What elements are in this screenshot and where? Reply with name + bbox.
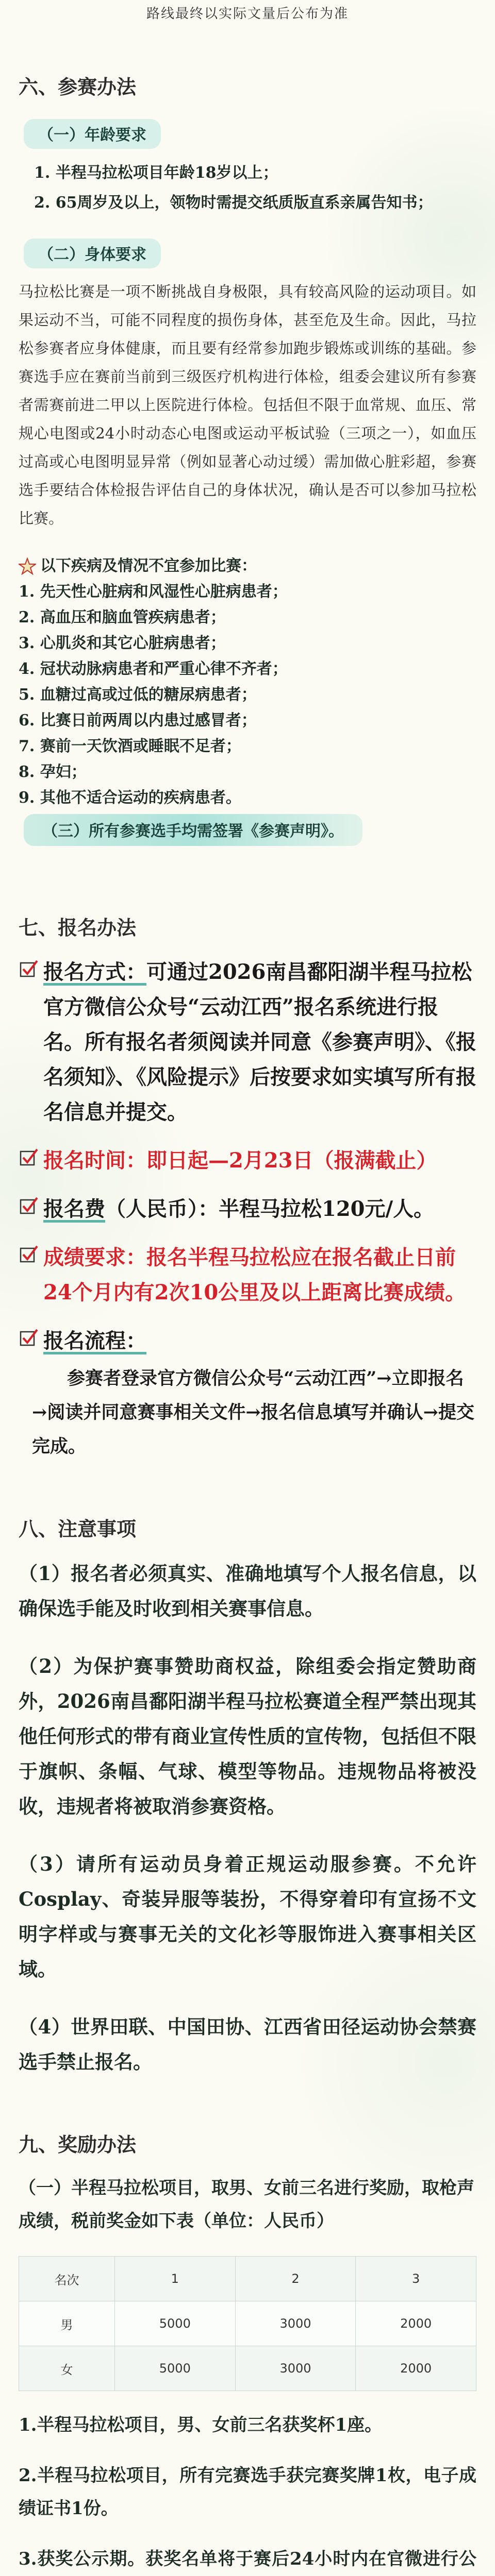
section-7-title: 七、报名办法 [19,916,137,939]
score-requirement [19,1240,476,1310]
method-label: 报名方式： [43,960,146,984]
health-paragraph: 马拉松比赛是一项不断挑战自身极限，具有较高风险的运动项目。如果运动不当，可能不同程度的损伤身体，甚至危及生命。因此，马拉松参赛者应身体健康，而且要有经常参加跑步锻炼或训练的基础。参赛选手应在赛前当前到三级医疗机构进行体检，组委会建议所有参赛者需赛前进二甲以上医院进行体检。包括但不限于血常规、血压、常规心电图或24小时动态心电图或运动平板试验（三项之一），如血压过高或心电图明显异常（例如显著心动过缓）需加做心脏彩超，参赛选手要结合体检报告评估自己的身体状况，确认是否可以参加马拉松比赛。 [19,283,476,527]
registration-time [19,1143,476,1178]
disease-item-1: 1. 先天性心脏病和风湿性心脏病患者； [19,583,288,601]
section-9-title: 九、奖励办法 [19,2133,137,2156]
checkbox-icon [19,1244,39,1265]
disease-item-4: 4. 冠状动脉病患者和严重心律不齐者； [19,660,288,678]
disease-item-3: 3. 心肌炎和其它心脏病患者； [19,634,226,652]
statement-pill: （三）所有参赛选手均需签署《参赛声明》。 [24,814,362,846]
header-cell: 3 [356,2257,476,2301]
header-cell: 1 [114,2257,235,2301]
flow-text: 参赛者登录官方微信公众号“云动江西”→立即报名→阅读并同意赛事相关文件→报名信息填写并确认→提交完成。 [32,1368,474,1457]
reward-item-2: 2.半程马拉松项目，所有完赛选手获完赛奖牌1枚，电子成绩证书1份。 [19,2465,476,2519]
notice-item-2: （2）为保护赛事赞助商权益，除组委会指定赞助商外，2026南昌鄱阳湖半程马拉松赛道全程严禁出现其他任何形式的带有商业宣传性质的宣传物，包括但不限于旗帜、条幅、气球、模型等物品。违规物品将被没收，违规者将被取消参赛资格。 [19,1655,476,1818]
health-requirement-pill: （二）身体要求 [24,239,161,268]
notice-item-3: （3）请所有运动员身着正规运动服参赛。不允许Cosplay、奇装异服等装扮，不得穿着印有宣扬不文明字样或与赛事无关的文化衫等服饰进入赛事相关区域。 [19,1853,476,1980]
table-cell: 2000 [356,2301,476,2346]
age-line-1: 1. 半程马拉松项目年龄18岁以上； [34,164,278,182]
disease-item-8: 8. 孕妇； [19,763,87,781]
registration-flow [19,1324,476,1359]
table-cell: 3000 [235,2301,356,2346]
table-row [19,2346,476,2391]
flow-label: 报名流程： [43,1329,146,1353]
header-cell: 名次 [19,2257,115,2301]
table-cell: 男 [19,2301,115,2346]
age-line-2: 2. 65周岁及以上，领物时需提交纸质版直系亲属告知书； [34,194,433,212]
registration-method [19,955,476,1130]
notice-item-4: （4）世界田联、中国田协、江西省田径运动协会禁赛选手禁止报名。 [19,2015,476,2073]
disease-list-heading-text: 以下疾病及情况不宜参加比赛： [40,557,257,575]
disease-item-7: 7. 赛前一天饮酒或睡眠不足者； [19,737,241,755]
content [0,71,495,2576]
method-text: 可通过2026南昌鄱阳湖半程马拉松官方微信公众号“云动江西”报名系统进行报名。所有报名者须阅读并同意《参赛声明》、《报名须知》、《风险提示》后按要求如实填写所有报名信息并提交。 [43,960,476,1124]
checkbox-icon [19,1328,39,1348]
table-cell: 5000 [114,2301,235,2346]
checkbox-icon [19,959,39,979]
notice-item-1: （1）报名者必须真实、准确地填写个人报名信息，以确保选手能及时收到相关赛事信息。 [19,1562,476,1620]
section-6-title: 六、参赛办法 [19,75,137,98]
header-cell: 2 [235,2257,356,2301]
time-label: 报名时间： [43,1148,146,1173]
award-table [19,2256,476,2391]
requirement-label: 成绩要求： [43,1245,146,1269]
route-note: 路线最终以实际文量后公布为准 [146,6,349,22]
reward-item-1: 1.半程马拉松项目，男、女前三名获奖杯1座。 [19,2415,383,2435]
time-text: 即日起—2月23日（报满截止） [146,1148,437,1173]
fee-text: （人民币）：半程马拉松120元/人。 [105,1197,435,1221]
checkbox-icon [19,1147,39,1168]
reward-intro: （一）半程马拉松项目，取男、女前三名进行奖励，取枪声成绩，税前奖金如下表（单位：人民币） [19,2178,474,2231]
table-row [19,2301,476,2346]
section-8-title: 八、注意事项 [19,1517,137,1540]
requirement-text: 报名半程马拉松应在报名截止日前24个月内有2次10公里及以上距离比赛成绩。 [43,1245,466,1304]
disease-item-5: 5. 血糖过高或过低的糖尿病患者； [19,686,257,704]
disease-item-9: 9. 其他不适合运动的疾病患者。 [19,789,241,807]
table-cell: 女 [19,2346,115,2391]
disease-list-heading [19,553,476,579]
disease-item-6: 6. 比赛日前两周以内患过感冒者； [19,711,257,730]
table-cell: 2000 [356,2346,476,2391]
disease-item-2: 2. 高血压和脑血管疾病患者； [19,608,226,626]
registration-fee [19,1192,476,1227]
star-icon [19,557,36,575]
checkbox-icon [19,1196,39,1216]
fee-label: 报名费 [43,1197,105,1221]
table-cell: 3000 [235,2346,356,2391]
award-table-header [19,2257,476,2301]
reward-item-3: 3.获奖公示期。获奖名单将于赛后24小时内在官微进行公 [19,2549,476,2569]
age-requirement-pill: （一）年龄要求 [24,119,161,149]
table-cell: 5000 [114,2346,235,2391]
